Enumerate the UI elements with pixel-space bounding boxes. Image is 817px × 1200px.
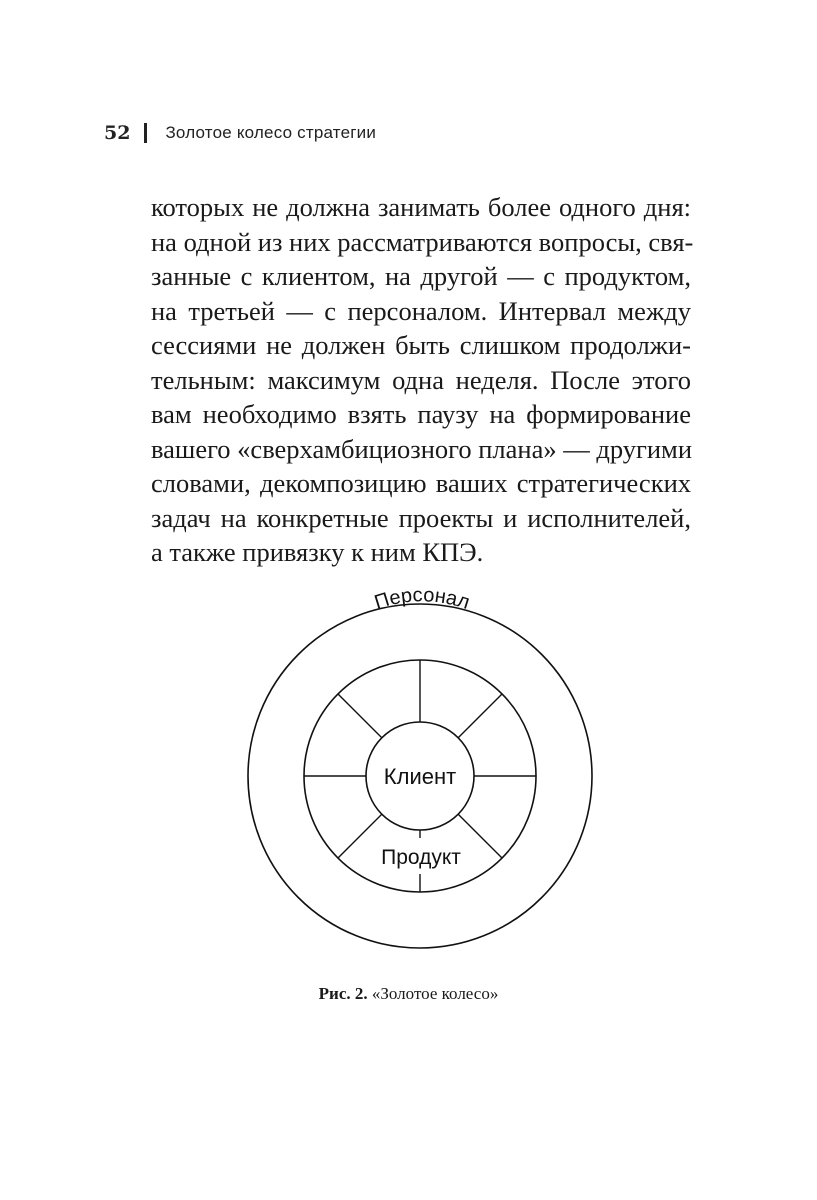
text-line: сессиями не должен быть слишком продолжи- <box>151 330 691 360</box>
middle-ring-label: Продукт <box>381 846 461 869</box>
text-line: вам необходимо взять паузу на формирование <box>151 399 691 429</box>
text-line: а также привязку к ним КПЭ. <box>151 537 484 567</box>
running-head <box>104 118 376 148</box>
spoke-top-right <box>458 694 502 738</box>
text-line: на одной из них рассматриваются вопросы, свя- <box>151 226 694 257</box>
text-line: словами, декомпозицию ваших стратегических <box>151 468 691 498</box>
outer-ring-label: Персонал <box>371 590 473 615</box>
center-label: Клиент <box>383 764 457 789</box>
text-line: занные с клиентом, на другой — с продуктом, <box>151 261 691 291</box>
body-paragraph <box>151 190 694 570</box>
text-line: которых не должна занимать более одного дня: <box>151 192 691 222</box>
golden-wheel-figure <box>247 590 597 970</box>
text-line: тельным: максимум одна неделя. После этого <box>151 364 691 395</box>
spoke-top-left <box>338 694 382 738</box>
figure-caption <box>0 984 817 1004</box>
text-line: на третьей — с персоналом. Интервал между <box>151 295 691 326</box>
caption-label: Рис. 2. <box>318 984 368 1003</box>
golden-wheel-diagram <box>247 590 597 970</box>
header-divider <box>144 123 147 143</box>
text-line: задач на конкретные проекты и исполнителей, <box>151 502 691 533</box>
text-line: вашего «сверхамбициозного плана» — другими <box>151 433 692 464</box>
caption-text: «Золотое колесо» <box>371 984 499 1003</box>
page-number: 52 <box>104 122 131 144</box>
chapter-title: Золотое колесо стратегии <box>165 123 377 142</box>
